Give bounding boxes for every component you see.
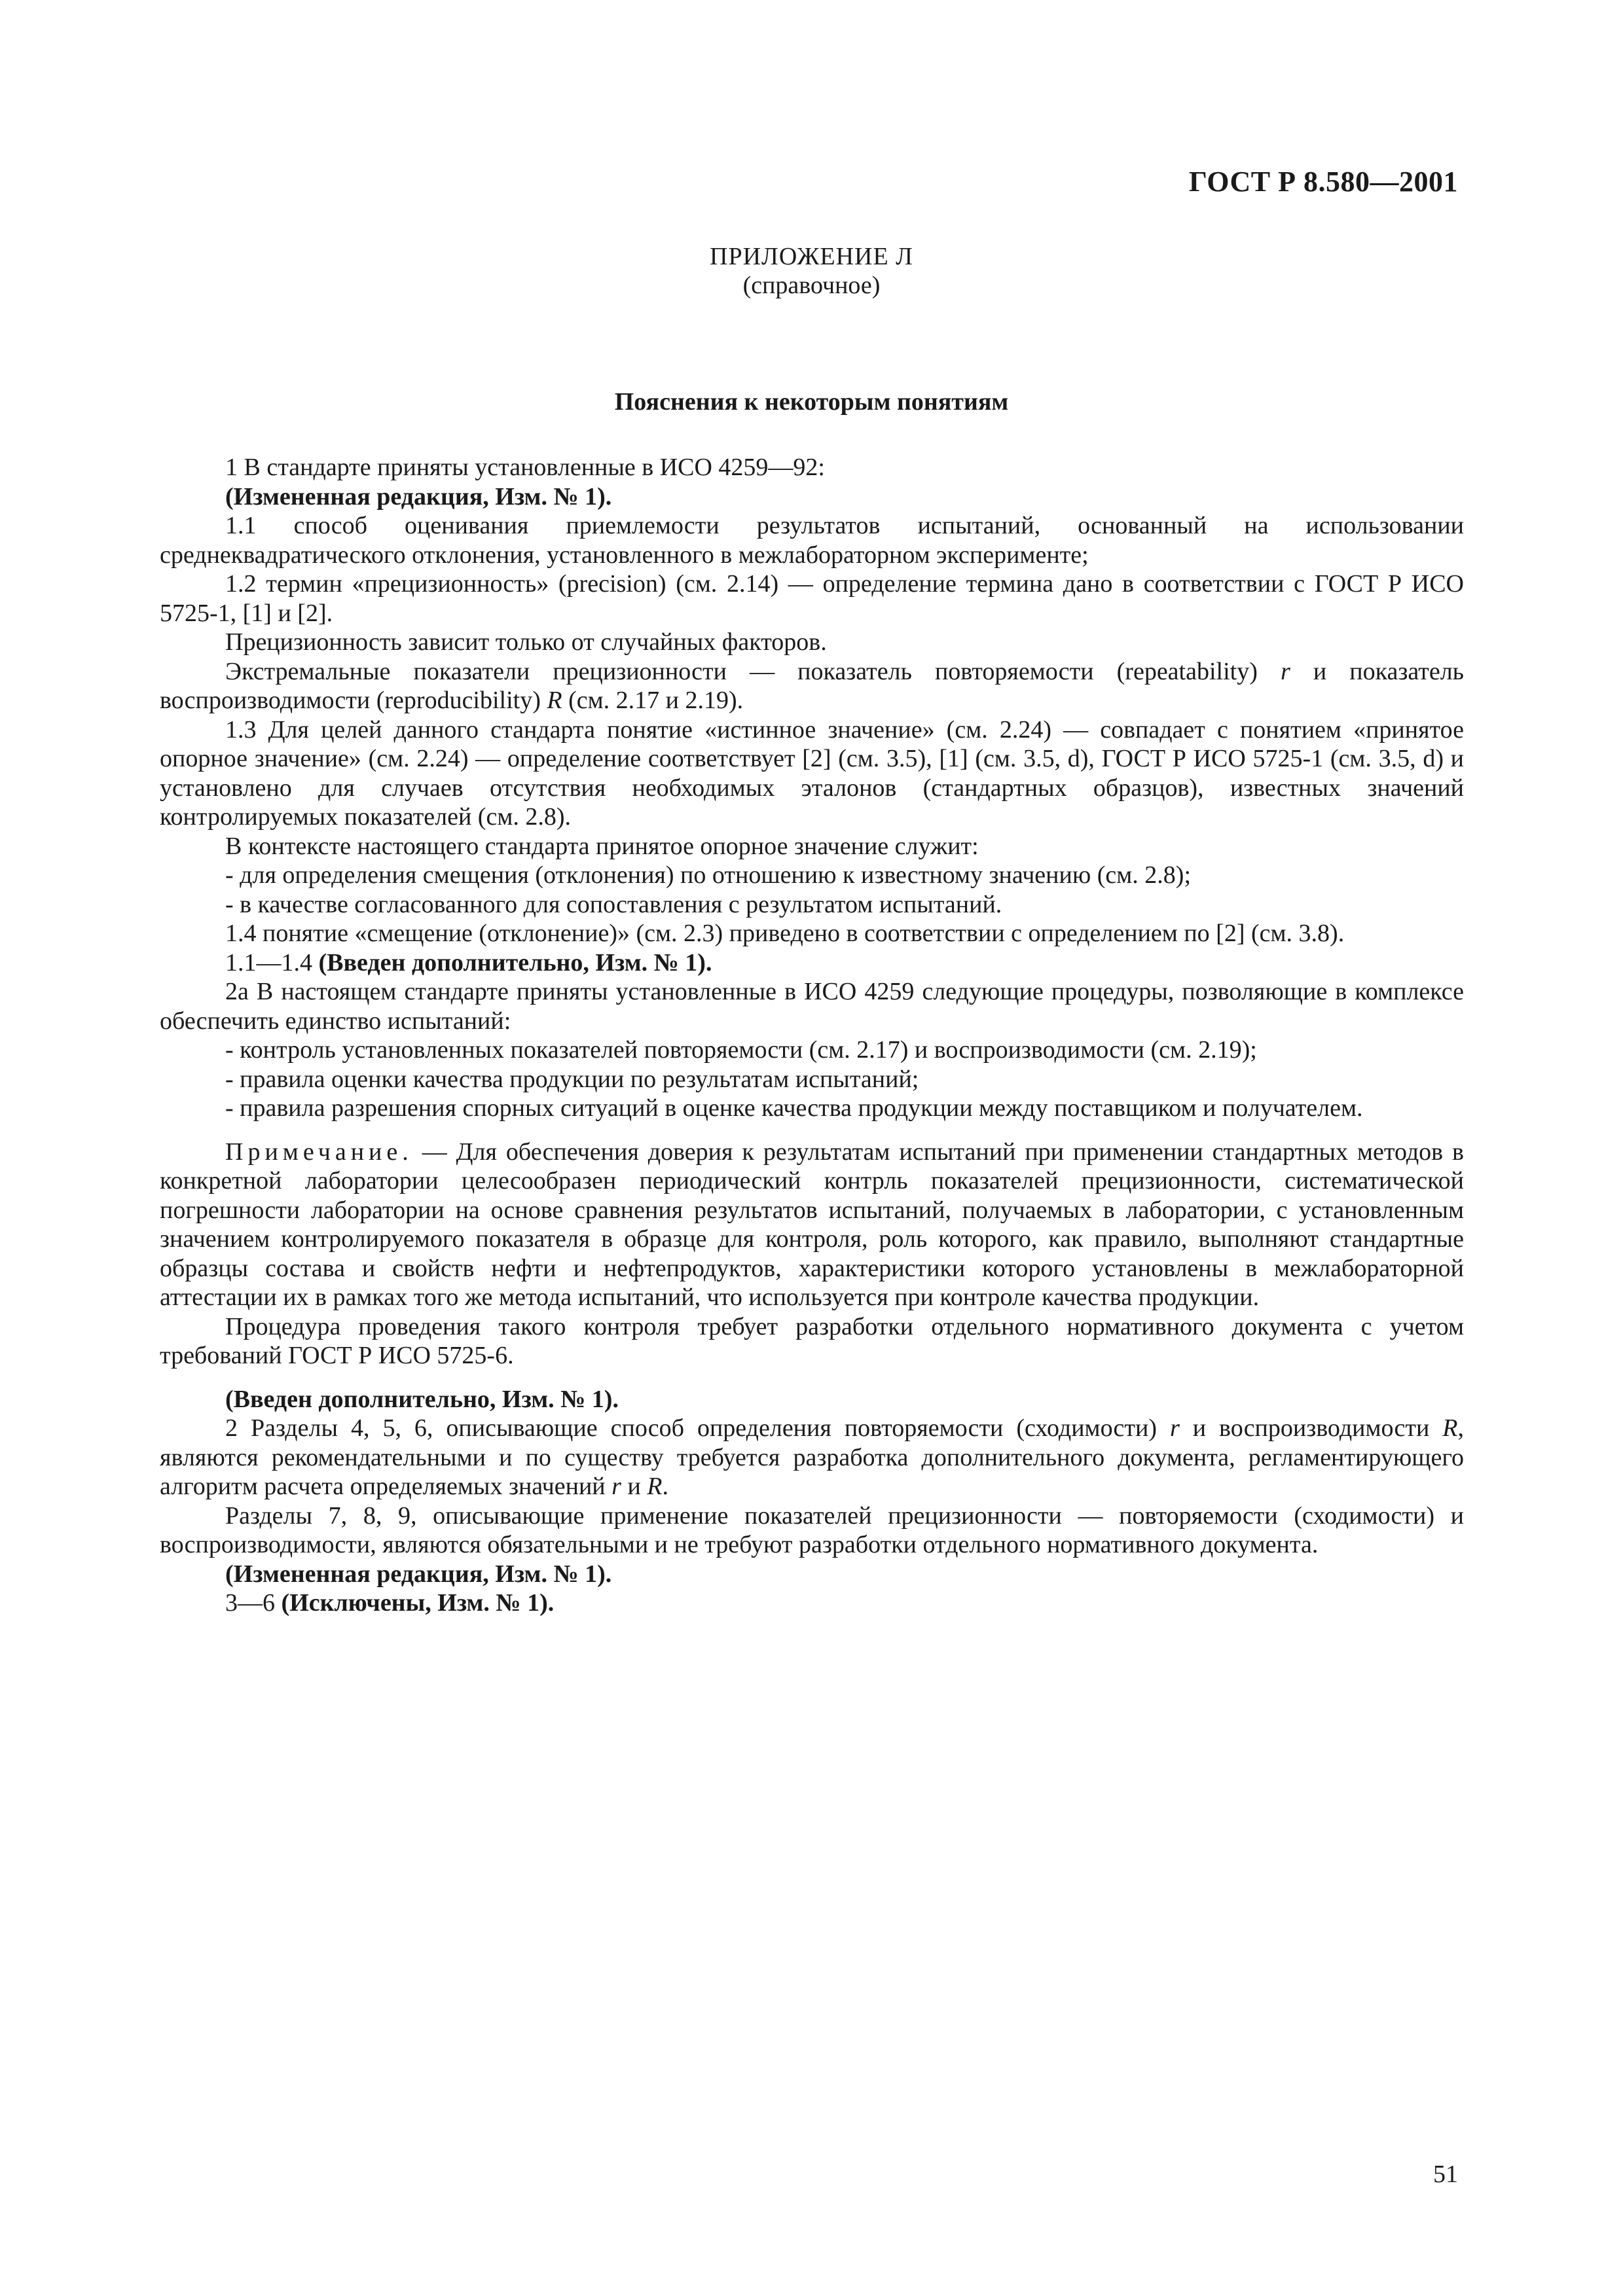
document-code: ГОСТ Р 8.580—2001 xyxy=(1188,166,1458,198)
appendix-title: ПРИЛОЖЕНИЕ Л xyxy=(710,243,913,270)
paragraph: 1.2 термин «прецизионность» (precision) (см. 2.14) — определение термина дано в соответствии с ГОСТ Р ИСО 5725-1, [1] и [2]. xyxy=(160,570,1464,627)
text-run: (см. 2.17 и 2.19). xyxy=(562,687,744,714)
paragraph xyxy=(160,1414,1464,1501)
paragraph xyxy=(160,657,1464,715)
amendment-note: (Измененная редакция, Изм. № 1). xyxy=(225,482,612,511)
appendix-heading xyxy=(0,242,1623,300)
amendment-note: (Введен дополнительно, Изм. № 1). xyxy=(318,948,712,977)
amendment-note: (Исключены, Изм. № 1). xyxy=(281,1589,555,1617)
paragraph xyxy=(160,1588,1464,1618)
list-item: - правила оценки качества продукции по результатам испытаний; xyxy=(225,1065,919,1093)
list-item: - правила разрешения спорных ситуаций в оценке качества продукции между поставщиком и получателем. xyxy=(225,1094,1363,1122)
paragraph: Прецизионность зависит только от случайных факторов. xyxy=(225,628,827,656)
paragraph xyxy=(160,948,1464,978)
paragraph: 1.1 способ оценивания приемлемости результатов испытаний, основанный на использовании среднеквадратического отклонения, установленного в межлабораторном эксперименте; xyxy=(160,512,1464,569)
list-item: - для определения смещения (отклонения) по отношению к известному значению (см. 2.8); xyxy=(225,861,1192,889)
body-text xyxy=(160,453,1464,1618)
text-run: 1.1—1.4 xyxy=(225,948,319,977)
text-run: , являются рекомендательными и по существу требуется разработка дополнительного документа, регламентирующего алгоритм расчета определяемых значений xyxy=(160,1414,1464,1500)
paragraph: Процедура проведения такого контроля требует разработки отдельного нормативного документа с учетом требований ГОСТ Р ИСО 5725-6. xyxy=(160,1312,1464,1369)
text-run: и воспроизводимости xyxy=(1179,1414,1443,1442)
text-run: Экстремальные показатели прецизионности — показатель повторяемости (repeatability) xyxy=(225,657,1281,685)
paragraph: В контексте настоящего стандарта принятое опорное значение служит: xyxy=(225,832,979,860)
paragraph: 1 В стандарте приняты установленные в ИСО 4259—92: xyxy=(225,454,825,481)
text-run: — Для обеспечения доверия к результатам испытаний при применении стандартных методов в конкретной лаборатории целесообразен периодический контрль показателей прецизионности, систематической погрешности лаборатории на основе сравнения результатов испытаний, получаемых в лаборатории, с установленным значением контролируемого показателя в образце для контроля, роль которого, как правило, выполняют стандартные образцы состава и свойств нефти и нефтепродуктов, характеристики которого установлены в межлабораторной аттестации их в рамках того же метода испытаний, что используется при контроле качества продукции. xyxy=(160,1138,1464,1311)
note-paragraph xyxy=(160,1138,1464,1312)
paragraph: Разделы 7, 8, 9, описывающие применение показателей прецизионности — повторяемости (сходимости) и воспроизводимости, являются обязательными и не требуют разработки отдельного нормативного документа. xyxy=(160,1501,1464,1558)
appendix-kind: (справочное) xyxy=(742,272,881,299)
paragraph: 1.4 понятие «смещение (отклонение)» (см. 2.3) приведено в соответствии с определением по [2] (см. 3.8). xyxy=(225,920,1345,947)
symbol-r: r xyxy=(611,1473,621,1500)
list-item: - контроль установленных показателей повторяемости (см. 2.17) и воспроизводимости (см. 2.19); xyxy=(225,1036,1257,1064)
text-run: 3—6 xyxy=(225,1589,282,1617)
list-item: - в качестве согласованного для сопоставления с результатом испытаний. xyxy=(225,890,1002,918)
note-label: Примечание. xyxy=(225,1138,413,1166)
symbol-R: R xyxy=(647,1473,663,1500)
section-title: Пояснения к некоторым понятиям xyxy=(614,388,1009,416)
symbol-r: r xyxy=(1169,1414,1180,1442)
amendment-note: (Измененная редакция, Изм. № 1). xyxy=(225,1560,612,1588)
paragraph: 1.3 Для целей данного стандарта понятие «истинное значение» (см. 2.24) — совпадает с понятием «принятое опорное значение» (см. 2.24) — определение соответствует [2] (см. 3.5), [1] (см. 3.5, d), ГОСТ Р ИСО 5725-1 (см. 3.5, d) и установлено для случаев отсутствия необходимых эталонов (стандартных образцов), известных значений контролируемых показателей (см. 2.8). xyxy=(160,715,1464,831)
symbol-r: r xyxy=(1280,657,1290,685)
text-run: и показатель воспроизводимости (reproducibility) xyxy=(160,657,1464,714)
page-number: 51 xyxy=(1433,2161,1458,2188)
symbol-R: R xyxy=(547,687,562,714)
text-run: . xyxy=(662,1473,669,1500)
amendment-note: (Введен дополнительно, Изм. № 1). xyxy=(225,1385,619,1413)
text-run: и xyxy=(621,1473,647,1500)
text-run: 2 Разделы 4, 5, 6, описывающие способ определения повторяемости (сходимости) xyxy=(225,1414,1170,1442)
paragraph: 2а В настоящем стандарте приняты установленные в ИСО 4259 следующие процедуры, позволяющие в комплексе обеспечить единство испытаний: xyxy=(160,978,1464,1035)
symbol-R: R xyxy=(1442,1414,1458,1442)
